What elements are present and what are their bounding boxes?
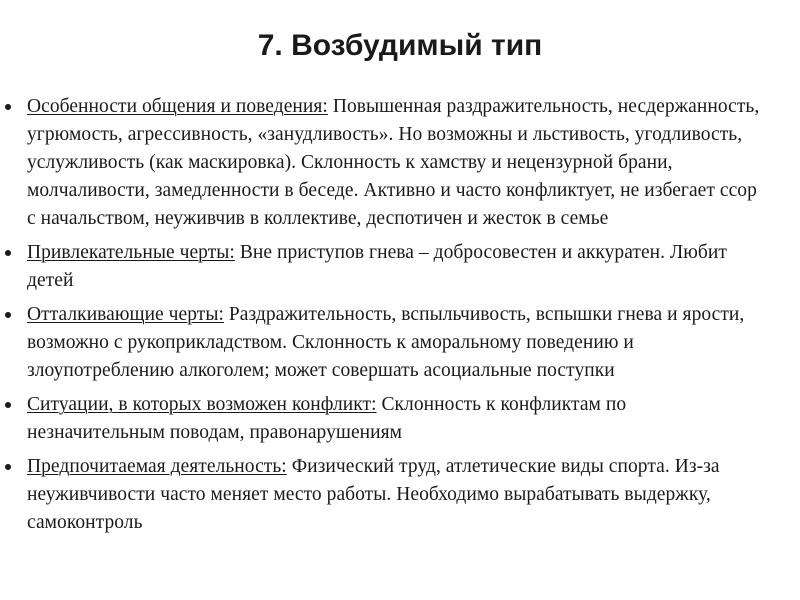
slide-title: 7. Возбудимый тип [257, 29, 543, 62]
bullet-label: Отталкивающие черты: [27, 304, 224, 325]
bullet-item-repulsive-traits [27, 301, 762, 385]
bullet-icon [5, 250, 11, 256]
bullet-text: Повышенная раздражительность, несдержанность, угрюмость, агрессивность, «занудливость». Но возможны и льстивость, угодливость, услужливость (как маскировка). Склонность к хамству и нецензурной брани, молчаливости, замедленности в беседе. Активно и часто конфликтует, не избегает ссор с начальством, неуживчив в коллективе, деспотичен и жесток в семье [27, 96, 760, 229]
bullet-icon [5, 464, 11, 470]
bullet-icon [5, 104, 11, 110]
bullet-label: Особенности общения и поведения: [27, 96, 328, 117]
bullet-item-preferred-activity [27, 453, 762, 537]
bullet-list [27, 93, 762, 543]
bullet-text: Раздражительность, вспыльчивость, вспышки гнева и ярости, возможно с рукоприкладством. Склонность к аморальному поведению и злоупотреблению алкоголем; может совершать асоциальные поступки [27, 304, 745, 381]
bullet-item-conflict-situations [27, 391, 762, 447]
bullet-item-attractive-traits [27, 239, 762, 295]
bullet-icon [5, 402, 11, 408]
bullet-text: Физический труд, атлетические виды спорта. Из-за неуживчивости часто меняет место работы. Необходимо вырабатывать выдержку, самоконтроль [27, 456, 720, 533]
bullet-label: Ситуации, в которых возможен конфликт: [27, 394, 377, 415]
bullet-text: Вне приступов гнева – добросовестен и аккуратен. Любит детей [27, 242, 727, 291]
bullet-icon [5, 312, 11, 318]
bullet-label: Предпочитаемая деятельность: [27, 456, 287, 477]
bullet-label: Привлекательные черты: [27, 242, 235, 263]
bullet-text: Склонность к конфликтам по незначительным поводам, правонарушениям [27, 394, 627, 443]
bullet-item-communication [27, 93, 762, 233]
